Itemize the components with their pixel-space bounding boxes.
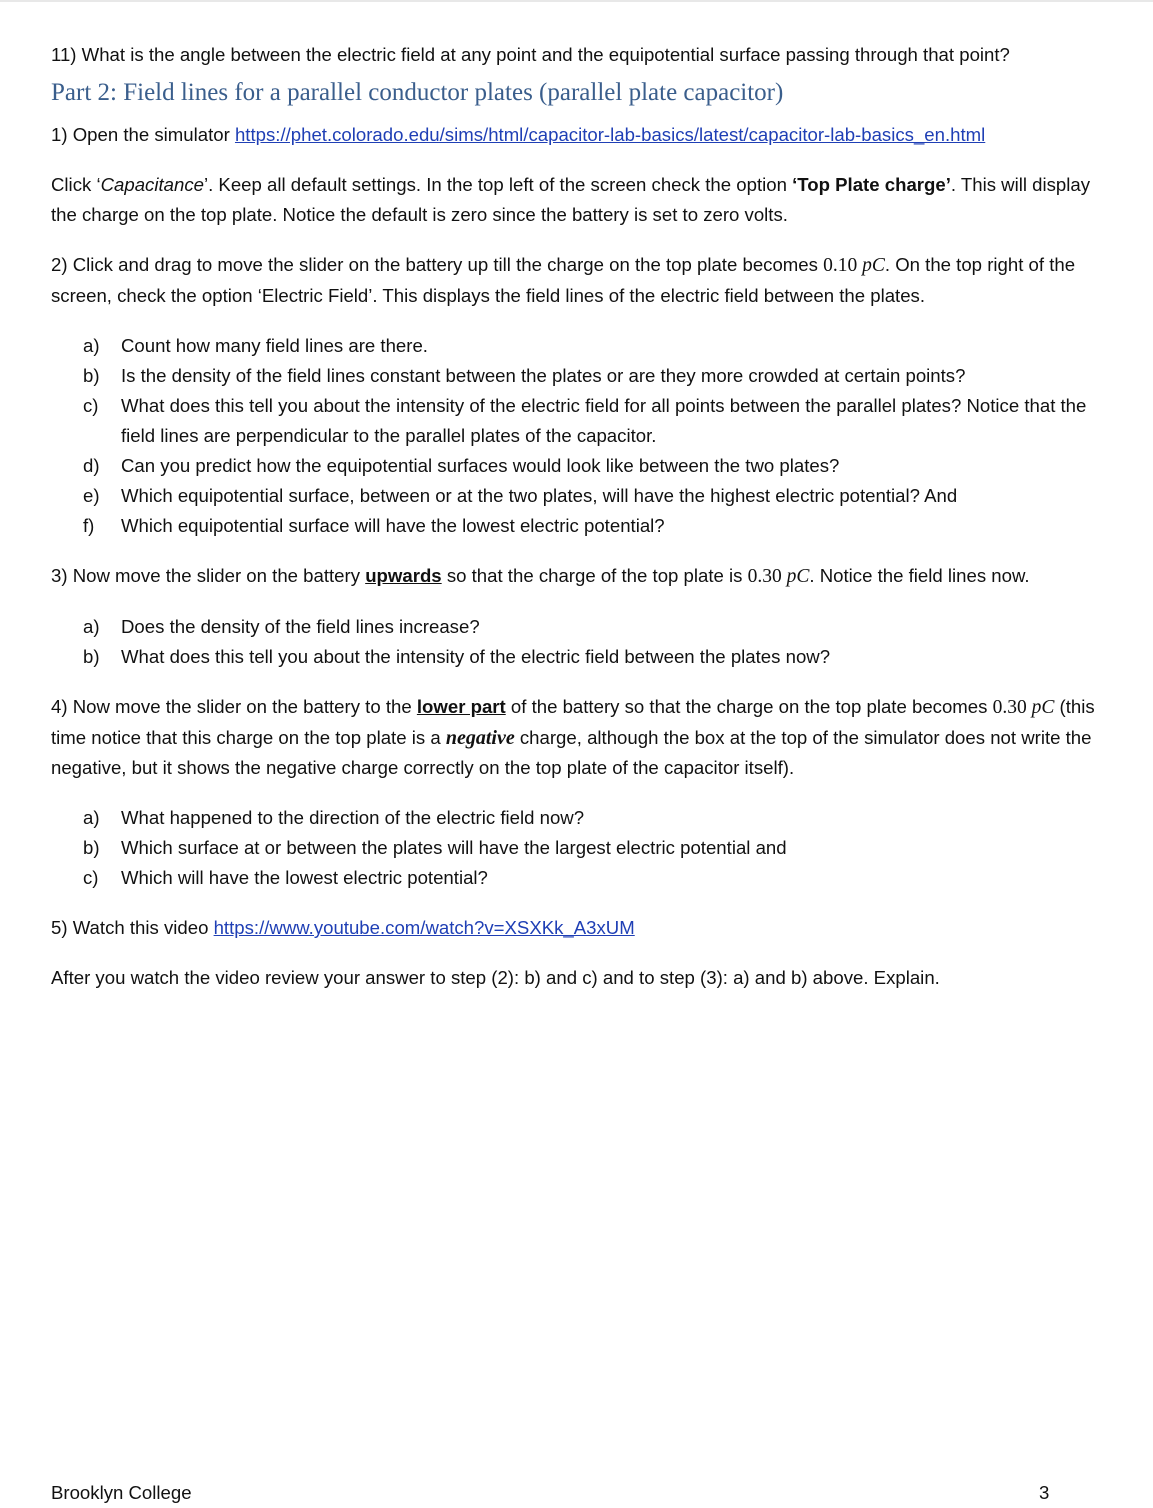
document-page <box>51 40 1113 1013</box>
list-item <box>51 863 1113 893</box>
item-text: What happened to the direction of the electric field now? <box>121 807 585 828</box>
text-run: so that the charge of the top plate is <box>441 565 748 586</box>
negative-emphasis: negative <box>445 727 515 749</box>
step-5 <box>51 913 1113 943</box>
list-item <box>51 481 1113 511</box>
text-run: 4) Now move the slider on the battery to the <box>51 696 417 717</box>
step-5-text: 5) Watch this video <box>51 917 214 938</box>
text-run: 3) Now move the slider on the battery <box>51 565 366 586</box>
item-label: c) <box>83 867 99 888</box>
item-label: c) <box>83 395 99 416</box>
list-item <box>51 833 1113 863</box>
part2-heading: Part 2: Field lines for a parallel conductor plates (parallel plate capacitor) <box>51 79 784 106</box>
item-label: b) <box>83 365 100 386</box>
item-label: a) <box>83 807 100 828</box>
youtube-video-link[interactable]: https://www.youtube.com/watch?v=XSXKk_A3xUM <box>213 917 635 938</box>
text-run: charge, although the box at the top of the simulator does not write the negative, but it shows the negative charge correctly on the top plate of the capacitor itself). <box>51 727 1092 778</box>
phet-simulator-link[interactable]: https://phet.colorado.edu/sims/html/capacitor-lab-basics/latest/capacitor-lab-basics_en.html <box>234 124 986 145</box>
item-text: Which surface at or between the plates will have the largest electric potential and <box>121 837 787 858</box>
charge-value-0.10: 0.10 pC <box>823 255 885 276</box>
item-label: d) <box>83 455 100 476</box>
list-item <box>51 612 1113 642</box>
page-number: 3 <box>1039 1482 1050 1503</box>
text-run: . This will display the charge on the top plate. Notice the default is zero since the battery is set to zero volts. <box>51 174 1091 225</box>
item-text: Which equipotential surface will have the lowest electric potential? <box>121 515 665 536</box>
list-item <box>51 331 1113 361</box>
text-run: . Notice the field lines now. <box>809 565 1030 586</box>
item-label: e) <box>83 485 100 506</box>
item-label: b) <box>83 837 100 858</box>
item-label: b) <box>83 646 100 667</box>
list-item <box>51 803 1113 833</box>
item-text: Which equipotential surface, between or at the two plates, will have the highest electric potential? And <box>121 485 958 506</box>
list-item <box>51 391 1113 451</box>
list-item <box>51 451 1113 481</box>
text-run: . On the top right of the screen, check the option ‘Electric Field’. This displays the field lines of the electric field between the plates. <box>51 254 1076 306</box>
item-label: a) <box>83 616 100 637</box>
list-item <box>51 511 1113 541</box>
text-run: 2) Click and drag to move the slider on the battery up till the charge on the top plate becomes <box>51 254 824 275</box>
step-4-questions <box>51 803 1113 893</box>
step-3 <box>51 561 1113 592</box>
step-2 <box>51 250 1113 311</box>
item-label: a) <box>83 335 100 356</box>
list-item <box>51 642 1113 672</box>
step-3-questions <box>51 612 1113 672</box>
item-label: f) <box>83 515 95 536</box>
charge-value-0.30: 0.30 pC <box>747 566 810 587</box>
item-text: What does this tell you about the intensity of the electric field for all points between the parallel plates? Notice that the field lines are perpendicular to the parallel plates of the capacitor. <box>121 395 1087 446</box>
lower-part-emphasis: lower part <box>416 696 506 717</box>
capacitance-term: Capacitance <box>100 174 204 195</box>
text-run: ’. Keep all default settings. In the top left of the screen check the option <box>203 174 793 195</box>
text-run: (this time notice that this charge on the top plate is a <box>51 696 1095 748</box>
charge-value-0.30-negative: 0.30 pC <box>992 697 1055 718</box>
item-text: Does the density of the field lines increase? <box>121 616 480 637</box>
text-run: of the battery so that the charge on the top plate becomes <box>505 696 993 717</box>
page-top-border <box>0 0 1153 2</box>
list-item <box>51 361 1113 391</box>
step-4 <box>51 692 1113 783</box>
item-text: Is the density of the field lines constant between the plates or are they more crowded at certain points? <box>121 365 966 386</box>
question-11: 11) What is the angle between the electric field at any point and the equipotential surface passing through that point? <box>51 44 1010 65</box>
step-1-text: 1) Open the simulator <box>51 124 235 145</box>
step-2-questions <box>51 331 1113 541</box>
click-capacitance-paragraph <box>51 170 1113 230</box>
text-run: Click ‘ <box>51 174 101 195</box>
after-video-instruction: After you watch the video review your answer to step (2): b) and c) and to step (3): a) and b) above. Explain. <box>51 967 940 988</box>
footer-institution: Brooklyn College <box>51 1482 192 1503</box>
item-text: Which will have the lowest electric potential? <box>121 867 488 888</box>
item-text: Can you predict how the equipotential surfaces would look like between the two plates? <box>121 455 840 476</box>
top-plate-charge-option: ‘Top Plate charge’ <box>792 174 951 195</box>
upwards-emphasis: upwards <box>365 565 442 586</box>
item-text: What does this tell you about the intensity of the electric field between the plates now? <box>121 646 831 667</box>
item-text: Count how many field lines are there. <box>121 335 428 356</box>
step-1 <box>51 120 1113 150</box>
